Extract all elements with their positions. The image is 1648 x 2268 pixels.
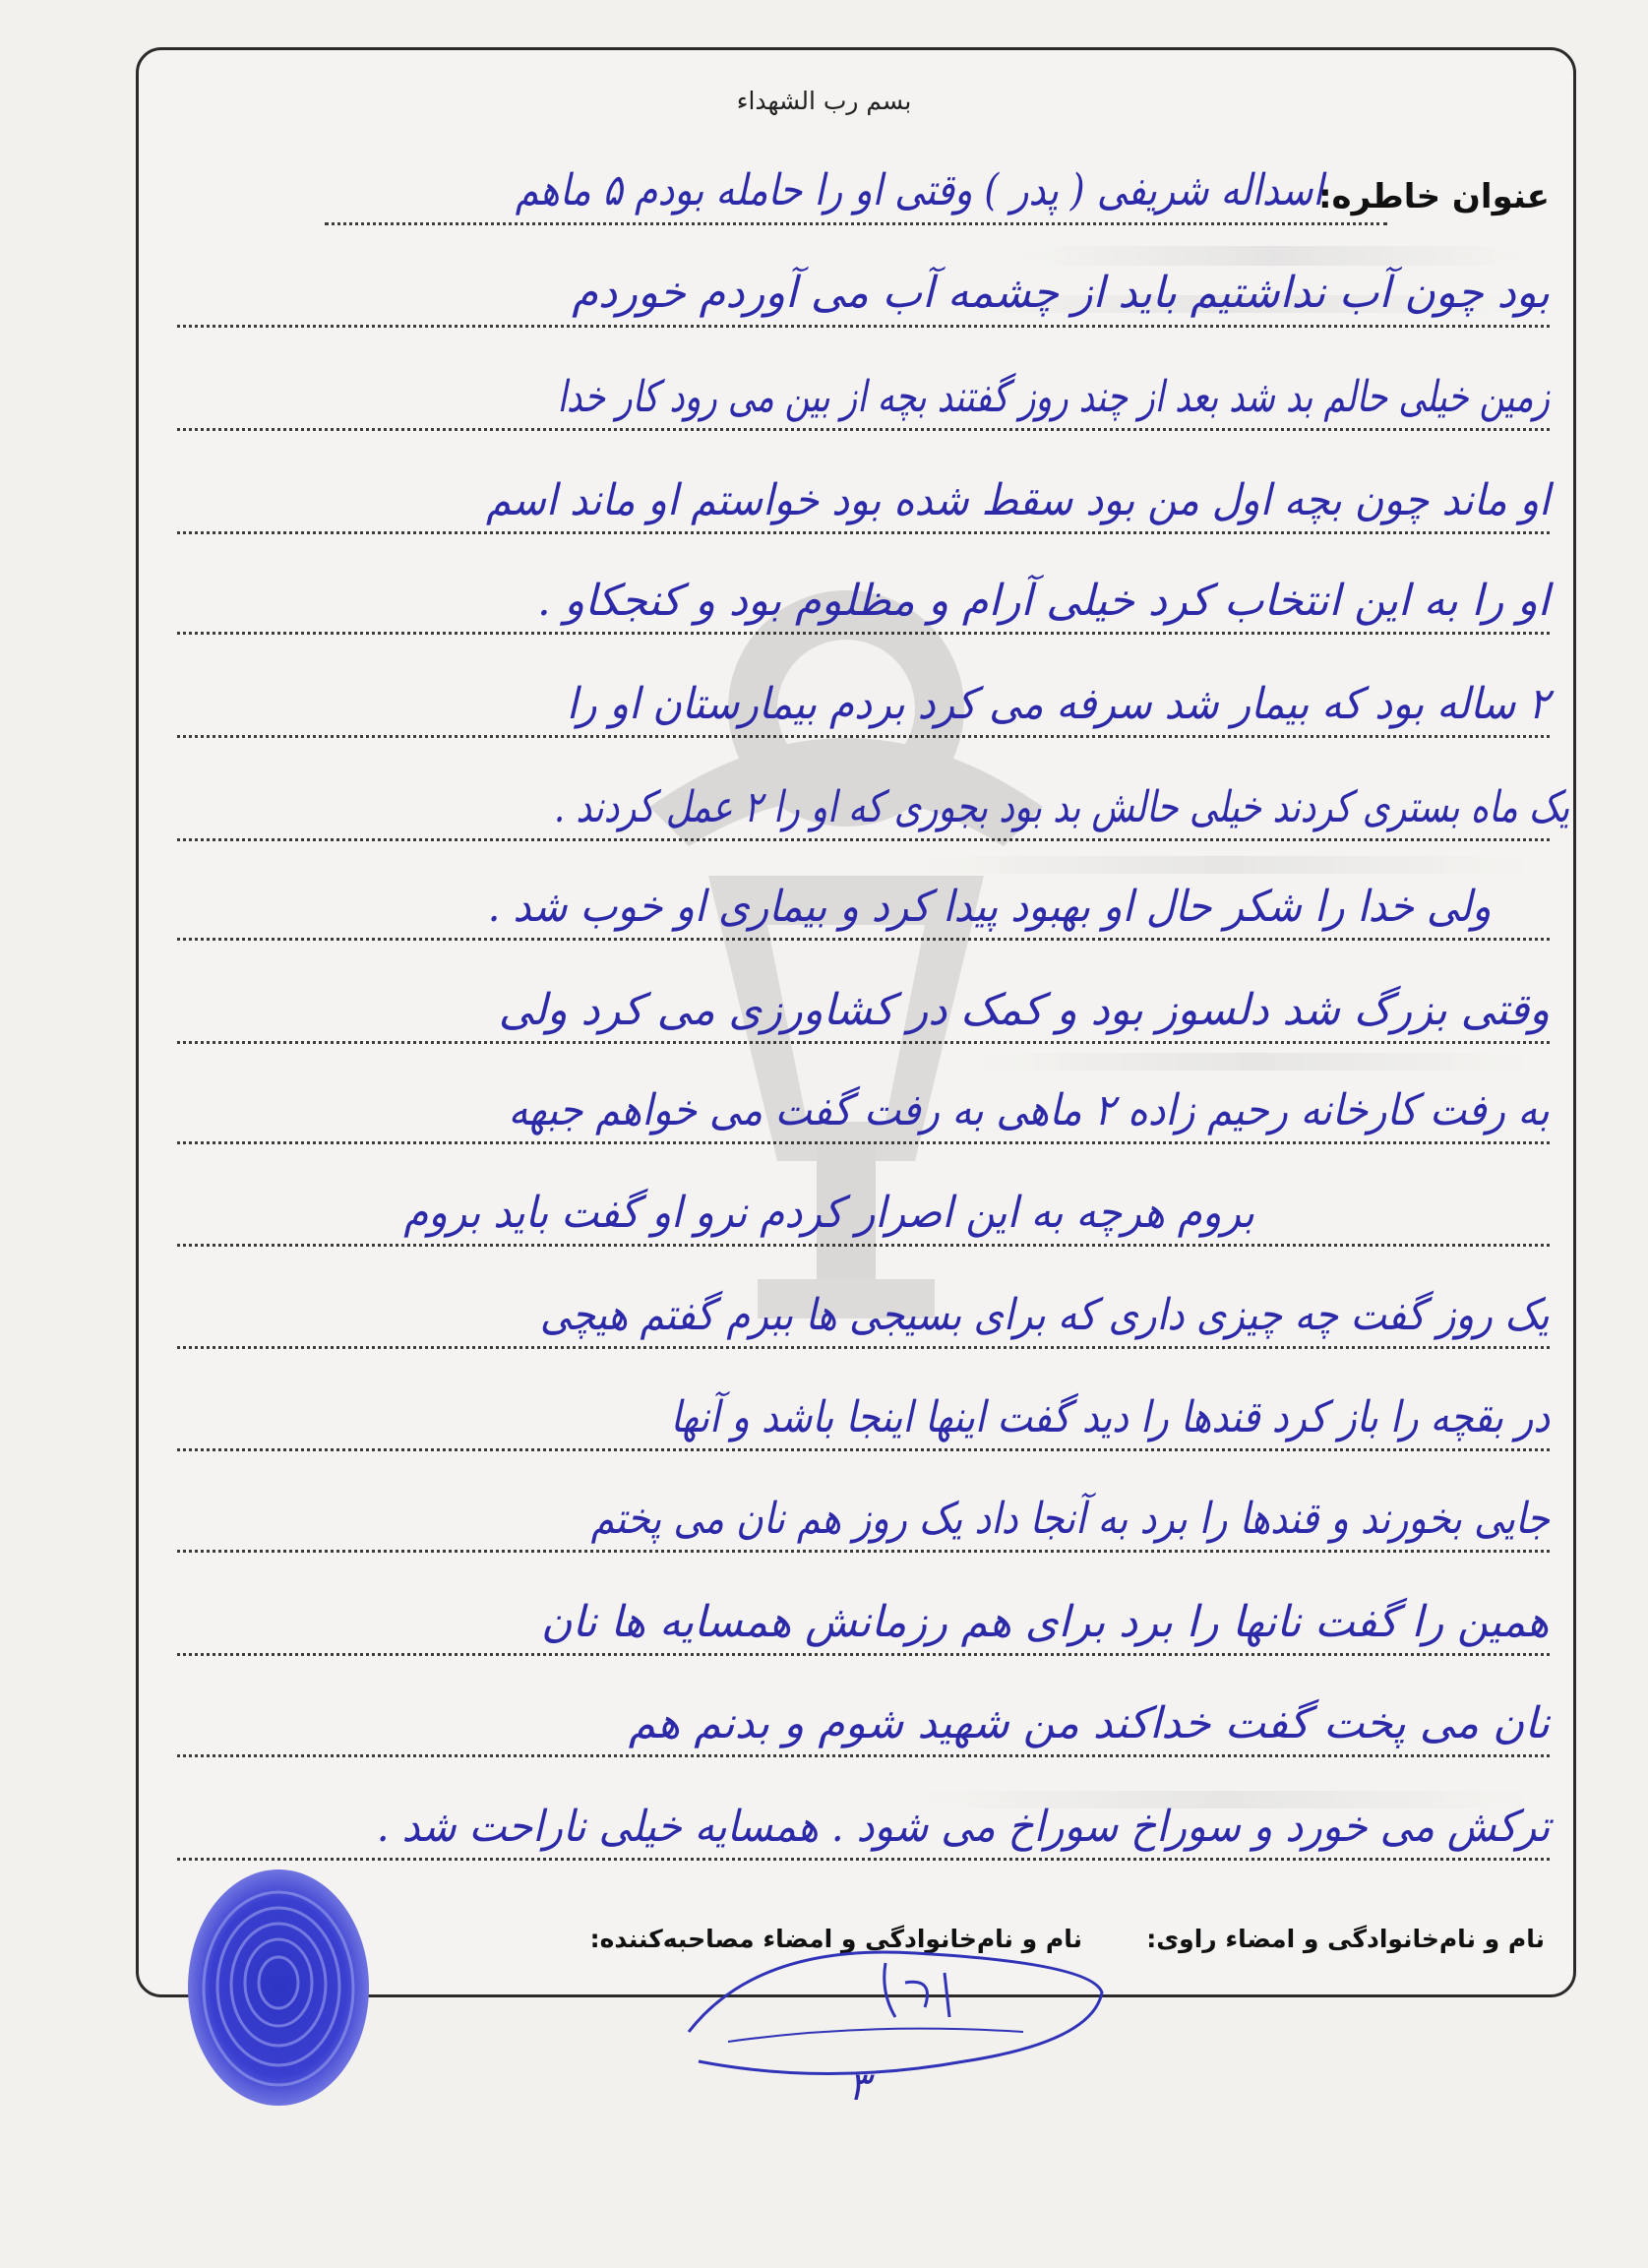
handwritten-line: او را به این انتخاب کرد خیلی آرام و مظلوم بود و کنجکاو . (537, 576, 1550, 626)
page-number: ۳ (848, 2064, 870, 2110)
thumbprint-icon (183, 1865, 375, 2111)
handwritten-line: ترکش می خورد و سوراخ سوراخ می شود . همسایه خیلی ناراحت شد . (376, 1802, 1550, 1852)
ruled-line (177, 1754, 1550, 1757)
ruled-line (177, 632, 1550, 635)
ruled-line (177, 1041, 1550, 1044)
ruled-line (325, 222, 1387, 225)
ruled-line (177, 531, 1550, 534)
ruled-line (177, 735, 1550, 738)
handwritten-line: اسداله شریفی ( پدر ) وقتی او را حامله بودم ۵ ماهم (515, 165, 1323, 215)
handwritten-line: ولی خدا را شکر حال او بهبود پیدا کرد و بیماری او خوب شد . (487, 882, 1491, 932)
handwritten-line: او ماند چون بچه اول من بود سقط شده بود خواستم او ماند اسم (485, 475, 1550, 525)
handwritten-line: به رفت کارخانه رحیم زاده ۲ ماهی به رفت گفت می خواهم جبهه (508, 1085, 1550, 1135)
page-header-title: بسم رب الشهداء (736, 87, 912, 115)
handwritten-line: در بقچه را باز کرد قندها را دید گفت اینها اینجا باشد و آنها (670, 1392, 1550, 1442)
handwritten-line: جایی بخورند و قندها را برد به آنجا داد یک روز هم نان می پختم (590, 1494, 1550, 1544)
ruled-line (177, 1141, 1550, 1144)
ruled-line (177, 1858, 1550, 1861)
ruled-line (177, 1244, 1550, 1247)
interviewer-signature-icon (669, 1924, 1122, 2101)
handwritten-line: وقتی بزرگ شد دلسوز بود و کمک در کشاورزی می کرد ولی (498, 985, 1550, 1035)
handwritten-line: همین را گفت نانها را برد برای هم رزمانش همسایه ها نان (541, 1597, 1550, 1647)
ruled-line (177, 938, 1550, 941)
ruled-line (177, 325, 1550, 328)
memory-title-label: عنوان خاطره: (1317, 177, 1550, 216)
handwritten-line: زمین خیلی حالم بد شد بعد از چند روز گفتند بچه از بین می رود کار خدا (557, 372, 1550, 422)
handwritten-line: بود چون آب نداشتیم باید از چشمه آب می آوردم خوردم (572, 268, 1550, 318)
handwritten-line: یک ماه بستری کردند خیلی حالش بد بود بجوری که او را ۲ عمل کردند . (553, 782, 1569, 832)
handwritten-line: ۲ ساله بود که بیمار شد سرفه می کرد بردم بیمارستان او را (566, 679, 1550, 729)
ruled-line (177, 1346, 1550, 1349)
interviewer-signature-label: نام و نام‌خانوادگی و امضاء مصاحبه‌کننده: (589, 1925, 1082, 1953)
handwritten-line: بروم هرچه به این اصرار کردم نرو او گفت باید بروم (403, 1188, 1254, 1238)
ruled-line (177, 428, 1550, 431)
ruled-line (177, 1653, 1550, 1656)
ruled-line (177, 1448, 1550, 1451)
handwritten-line: نان می پخت گفت خداکند من شهید شوم و بدنم هم (628, 1698, 1550, 1748)
ruled-line (177, 838, 1550, 841)
narrator-signature-label: نام و نام‌خانوادگی و امضاء راوی: (1146, 1925, 1545, 1953)
ruled-line (177, 1550, 1550, 1553)
handwritten-line: یک روز گفت چه چیزی داری که برای بسیجی ها ببرم گفتم هیچی (540, 1290, 1550, 1340)
